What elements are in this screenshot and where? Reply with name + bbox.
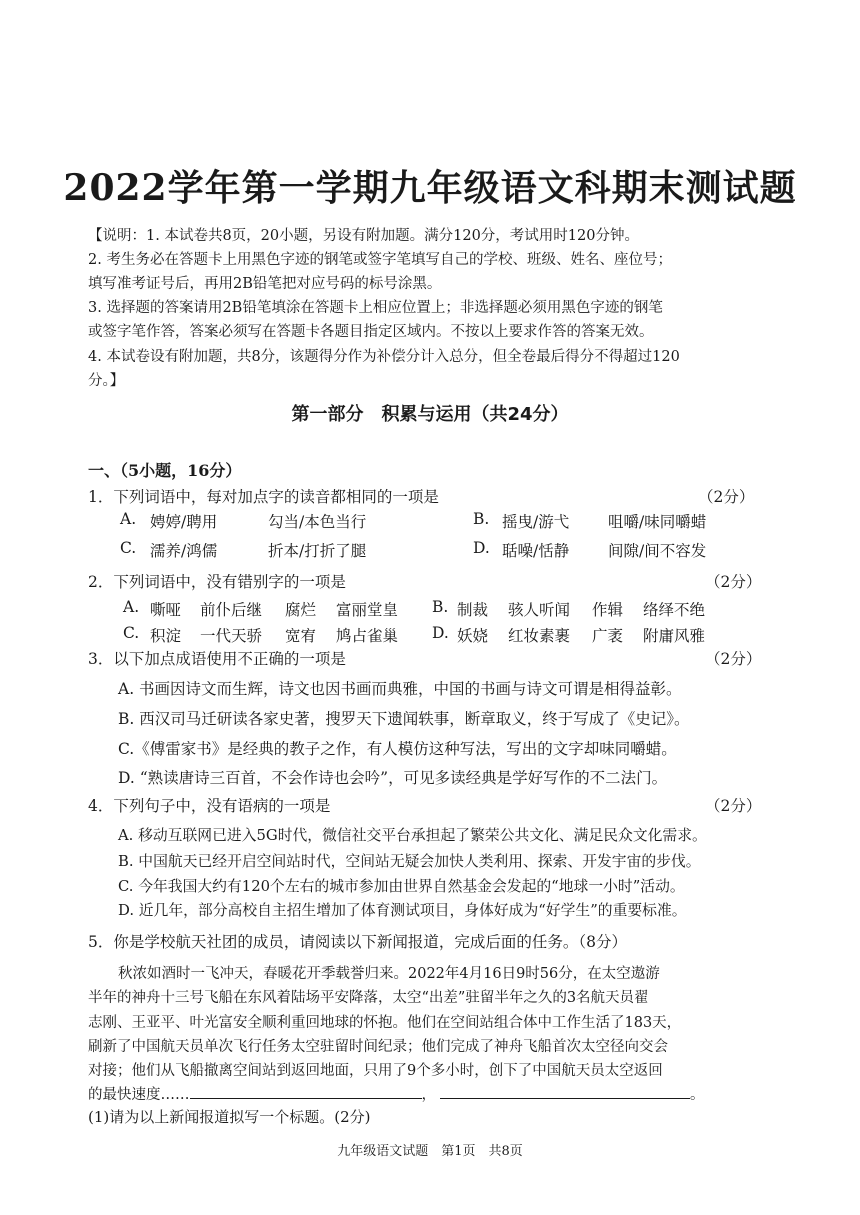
q2-option-b-label: B. bbox=[432, 598, 449, 616]
q2-option-a-word1: 嘶哑 bbox=[150, 601, 182, 619]
answer-blank-1[interactable] bbox=[190, 1084, 422, 1099]
q5-passage-line-2: 半年的神舟十三号飞船在东风着陆场平安降落，太空“出差”驻留半年之久的3名航天员翟 bbox=[88, 990, 649, 1006]
q1-points: （2分） bbox=[698, 488, 755, 506]
instructions-line-1: 【说明：1. 本试卷共8页，20小题，另设有附加题。满分120分，考试用时120分钟。 bbox=[88, 228, 639, 244]
q1-option-d-word2: 间隙/间不容发 bbox=[608, 542, 707, 560]
q1-option-c-word1: 濡养/鸿儒 bbox=[150, 542, 218, 560]
q5-comma: ， bbox=[421, 1087, 436, 1103]
exam-title: 2022学年第一学期九年级语文科期末测试题 bbox=[63, 167, 797, 209]
q1-option-b-word2: 咀嚼/味同嚼蜡 bbox=[608, 513, 707, 531]
q2-option-a-word2: 前仆后继 bbox=[200, 601, 263, 619]
q2-option-c-word4: 鸠占雀巢 bbox=[336, 627, 399, 645]
q2-option-b-word1: 制裁 bbox=[457, 601, 489, 619]
q1-option-a-label: A. bbox=[120, 510, 137, 528]
q2-option-d-word2: 红妆素裹 bbox=[508, 627, 571, 645]
q1-stem: 1．下列词语中，每对加点字的读音都相同的一项是 bbox=[88, 488, 439, 506]
q4-option-b: B. 中国航天已经开启空间站时代，空间站无疑会加快人类利用、探索、开发宇宙的步伐。 bbox=[118, 853, 701, 870]
q5-passage-line-3: 志刚、王亚平、叶光富安全顺利重回地球的怀抱。他们在空间站组合体中工作生活了183天， bbox=[88, 1015, 682, 1031]
q2-stem: 2．下列词语中，没有错别字的一项是 bbox=[88, 573, 346, 591]
section-title: 第一部分 积累与运用（共24分） bbox=[291, 404, 569, 425]
q2-option-d-word1: 妖娆 bbox=[457, 627, 489, 645]
q1-option-d-word1: 聒噪/恬静 bbox=[502, 542, 570, 560]
q2-option-b-word4: 络绎不绝 bbox=[643, 601, 706, 619]
q2-option-c-word3: 宽宥 bbox=[285, 627, 317, 645]
instructions-line-4: 3. 选择题的答案请用2B铅笔填涂在答题卡上相应位置上；非选择题必须用黑色字迹的钢笔 bbox=[88, 300, 663, 316]
q2-option-b-word3: 作辑 bbox=[592, 601, 624, 619]
part1-heading: 一、（5小题，16分） bbox=[88, 461, 242, 480]
q5-task-1: (1)请为以上新闻报道拟写一个标题。(2分) bbox=[88, 1108, 371, 1126]
q1-option-a-word2: 勾当/本色当行 bbox=[268, 513, 367, 531]
q1-option-c-word2: 折本/打折了腿 bbox=[268, 542, 367, 560]
q3-option-b: B. 西汉司马迁研读各家史著，搜罗天下遗闻轶事，断章取义，终于写成了《史记》。 bbox=[118, 710, 690, 728]
instructions-line-2: 2. 考生务必在答题卡上用黑色字迹的钢笔或签字笔填写自己的学校、班级、姓名、座位号； bbox=[88, 252, 672, 268]
q3-points: （2分） bbox=[705, 650, 762, 668]
q3-option-d: D. “熟读唐诗三百首，不会作诗也会吟”，可见多读经典是学好写作的不二法门。 bbox=[118, 769, 668, 787]
q2-option-a-word3: 腐烂 bbox=[285, 601, 317, 619]
q1-option-c-label: C. bbox=[120, 539, 137, 557]
q1-option-a-word1: 娉婷/聘用 bbox=[150, 513, 218, 531]
q4-points: （2分） bbox=[705, 797, 762, 815]
q2-option-c-word1: 积淀 bbox=[150, 627, 182, 645]
q1-option-b-label: B. bbox=[473, 510, 490, 528]
q2-option-a-word4: 富丽堂皇 bbox=[336, 601, 399, 619]
q5-passage-line-4: 刷新了中国航天员单次飞行任务太空驻留时间纪录；他们完成了神舟飞船首次太空径向交会 bbox=[88, 1039, 668, 1055]
q3-option-c: C.《傅雷家书》是经典的教子之作，有人模仿这种写法，写出的文字却味同嚼蜡。 bbox=[118, 740, 677, 758]
q2-option-c-word2: 一代天骄 bbox=[200, 627, 263, 645]
q3-stem: 3．以下加点成语使用不正确的一项是 bbox=[88, 650, 346, 668]
q5-stem: 5．你是学校航天社团的成员，请阅读以下新闻报道，完成后面的任务。（8分） bbox=[88, 933, 627, 951]
q4-option-a: A. 移动互联网已进入5G时代，微信社交平台承担起了繁荣公共文化、满足民众文化需求。 bbox=[118, 827, 707, 844]
page-footer: 九年级语文试题 第1页 共8页 bbox=[337, 1144, 523, 1159]
q2-option-a-label: A. bbox=[123, 598, 140, 616]
q2-option-d-label: D. bbox=[432, 624, 449, 642]
q2-points: （2分） bbox=[705, 573, 762, 591]
q4-option-d: D. 近几年，部分高校自主招生增加了体育测试项目，身体好成为“好学生”的重要标准。 bbox=[118, 902, 687, 919]
q2-option-c-label: C. bbox=[123, 624, 140, 642]
q2-option-d-word4: 附庸风雅 bbox=[643, 627, 706, 645]
q5-passage-line-1: 秋浓如酒时一飞冲天，春暖花开季载誉归来。2022年4月16日9时56分，在太空遨游 bbox=[118, 966, 660, 982]
q4-stem: 4．下列句子中，没有语病的一项是 bbox=[88, 797, 331, 815]
q2-option-d-word3: 广袤 bbox=[592, 627, 624, 645]
instructions-line-7: 分。】 bbox=[88, 373, 125, 389]
q5-passage-line-6-text: 的最快速度…… bbox=[88, 1087, 190, 1103]
q5-passage-line-5: 对接；他们从飞船撤离空间站到返回地面，只用了9个多小时，创下了中国航天员太空返回 bbox=[88, 1063, 663, 1079]
q5-passage-line-6 bbox=[88, 1083, 705, 1104]
q2-option-b-word2: 骇人听闻 bbox=[508, 601, 571, 619]
q5-period: 。 bbox=[690, 1087, 705, 1103]
instructions-line-6: 4. 本试卷设有附加题，共8分，该题得分作为补偿分计入总分，但全卷最后得分不得超过120 bbox=[88, 349, 680, 365]
q4-option-c: C. 今年我国大约有120个左右的城市参加由世界自然基金会发起的“地球一小时”活动。 bbox=[118, 878, 685, 895]
instructions-line-3: 填写准考证号后，再用2B铅笔把对应号码的标号涂黑。 bbox=[88, 276, 442, 292]
instructions-line-5: 或签字笔作答，答案必须写在答题卡各题目指定区域内。不按以上要求作答的答案无效。 bbox=[88, 324, 654, 340]
q1-option-d-label: D. bbox=[473, 539, 490, 557]
q3-option-a: A. 书画因诗文而生辉，诗文也因书画而典雅，中国的书画与诗文可谓是相得益彰。 bbox=[118, 680, 682, 698]
q1-option-b-word1: 摇曳/游弋 bbox=[502, 513, 570, 531]
answer-blank-2[interactable] bbox=[440, 1084, 690, 1099]
